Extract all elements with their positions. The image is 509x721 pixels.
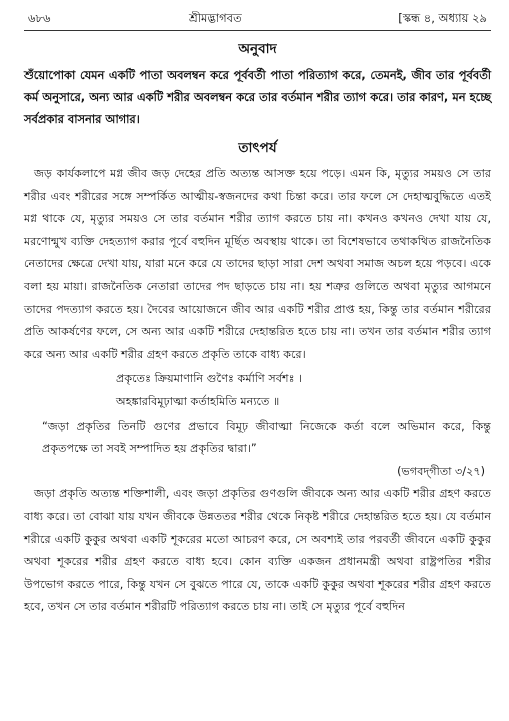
verse-quote [116,368,491,413]
verse-line-1: প্রকৃতেঃ ক্রিয়মাণানি গুণৈঃ কর্মাণি সর্বশঃ । [116,372,303,386]
purport-paragraph-2: জড়া প্রকৃতি অত্যন্ত শক্তিশালী, এবং জড়া প্রকৃতির গুণগুলি জীবকে অন্য আর একটি শরীর গ্রহণ করতে বাধ্য করে। তা বোঝা যায় যখন জীবকে উন্নততর শরীর থেকে নিকৃষ্ট শরীরে দেহান্তরিত হতে হয়। যে বর্তমান শরীরে একটি কুকুর অথবা একটি শূকরের মতো আচরণ করে, সে অবশ্যই তার পরবর্তী জীবনে একটি কুকুর অথবা শূকরের শরীর গ্রহণ করতে বাধ্য হবে। কোন ব্যক্তি একজন প্রধানমন্ত্রী অথবা রাষ্ট্রপতির শরীর উপভোগ করতে পারে, কিন্তু যখন সে বুঝতে পারে যে, তাকে একটি কুকুর অথবা শূকরের শরীর গ্রহণ করতে হবে, তখন সে তার বর্তমান শরীরটি পরিত্যাগ করতে চায় না। তাই সে মৃত্যুর পূর্বে বহুদিন [24,487,491,614]
verse-citation: (ভগবদ্‌গীতা ৩/২৭) [397,464,485,478]
verse-translation-quote: “জড়া প্রকৃতির তিনটি গুণের প্রভাবে বিমূঢ় জীবাত্মা নিজেকে কর্তা বলে অভিমান করে, কিন্তু প্রকৃতপক্ষে তা সবই সম্পাদিত হয় প্রকৃতির দ্বারা।” [42,419,491,456]
translation-heading: অনুবাদ [238,41,277,57]
translation-text: শুঁয়োপোকা যেমন একটি পাতা অবলম্বন করে পূর্ববর্তী পাতা পরিত্যাগ করে, তেমনই, জীব তার পূর্ববর্তী কর্ম অনুসারে, অন্য আর একটি শরীর অবলম্বন করে তার বর্তমান শরীর ত্যাগ করে। তার কারণ, মন হচ্ছে সর্বপ্রকার বাসনার আগার। [24,68,491,126]
chapter-reference: [স্কন্ধ ৪, অধ্যায় ২৯ [398,11,487,25]
running-title: শ্রীমদ্ভাগবত [189,11,242,25]
purport-heading: তাৎপর্য [238,140,277,156]
verse-line-2: অহঙ্কারবিমূঢ়াত্মা কর্তাহমিতি মন্যতে ॥ [116,394,280,408]
page-header [24,6,491,31]
page-number: ৬৮৬ [28,11,51,25]
purport-paragraph-1: জড় কার্যকলাপে মগ্ন জীব জড় দেহের প্রতি অত্যন্ত আসক্ত হয়ে পড়ে। এমন কি, মৃত্যুর সময়ও সে তার শরীর এবং শরীরের সঙ্গে সম্পর্কিত আত্মীয়-স্বজনদের কথা চিন্তা করে। তার ফলে সে দেহাত্মবুদ্ধিতে এতই মগ্ন থাকে যে, মৃত্যুর সময়ও সে তার বর্তমান শরীর ত্যাগ করতে চায় না। কখনও কখনও দেখা যায় যে, মরণোন্মুখ ব্যক্তি দেহত্যাগ করার পূর্বে বহুদিন মূর্ছিত অবস্থায় থাকে। তা বিশেষভাবে তথাকথিত রাজনৈতিক নেতাদের ক্ষেত্রে দেখা যায়, যারা মনে করে যে তাদের ছাড়া সারা দেশ অথবা সমাজ অচল হয়ে পড়বে। একে বলা হয় মায়া। রাজনৈতিক নেতারা তাদের পদ ছাড়তে চায় না। হয় শত্রুর গুলিতে অথবা মৃত্যুর আগমনে তাদের পদত্যাগ করতে হয়। দৈবের আয়োজনে জীব আর একটি শরীর প্রাপ্ত হয়, কিন্তু তার বর্তমান শরীরের প্রতি আকর্ষণের ফলে, সে অন্য আর একটি শরীরে দেহান্তরিত হতে চায় না। তখন তার বর্তমান শরীর ত্যাগ করে অন্য আর একটি শরীর গ্রহণ করতে প্রকৃতি তাকে বাধ্য করে। [24,167,491,361]
